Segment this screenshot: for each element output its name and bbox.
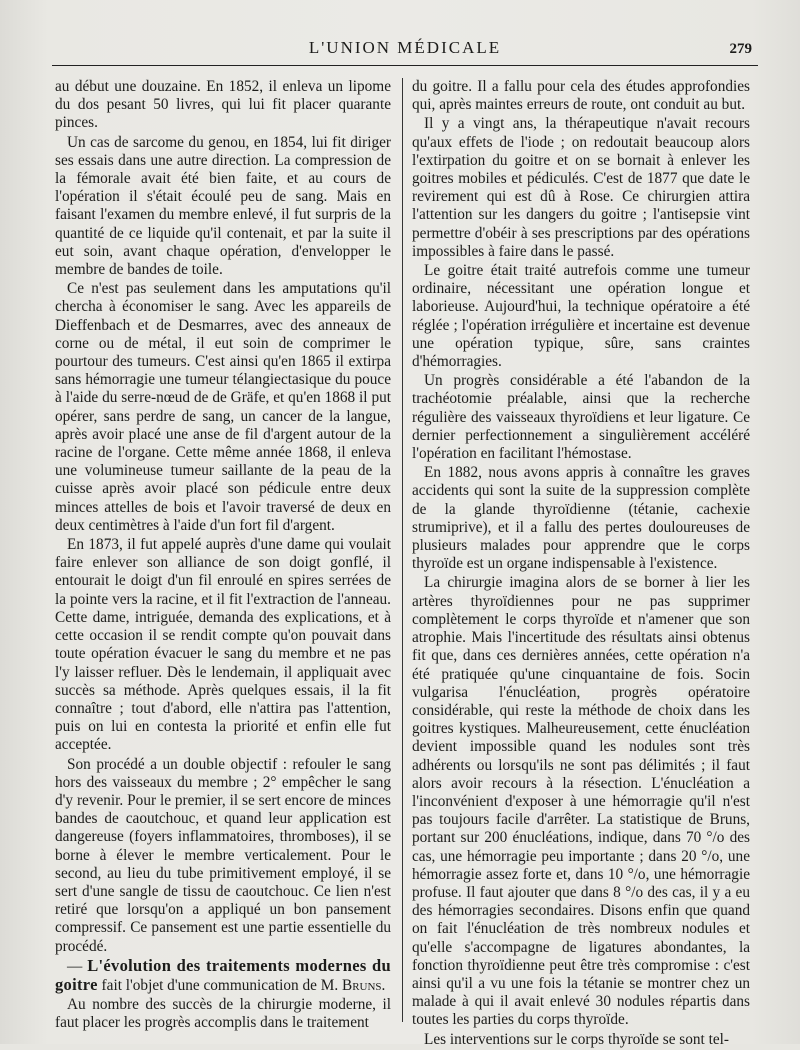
section-author-end: . (381, 976, 386, 994)
paragraph: Son procédé a un double objectif : refouler le sang hors des vaisseaux du membre ; 2° empêcher le sang d'y revenir. Pour le premier, il se sert encore de minces bandes de caoutchouc, et quand leur application est dangereuse (foyers inflammatoires, thromboses), il se borne à élever le membre verticalement. Pour le second, au lieu du tube primitivement employé, il se sert d'une sangle de tissu de caoutchouc. Ce lien n'est retiré que lorsqu'on a appliqué un bon pansement compressif. Ce pansement est une partie essentielle du procédé. (55, 755, 391, 955)
paragraph: En 1873, il fut appelé auprès d'une dame qui voulait faire enlever son alliance de son doigt gonflé, il entourait le doigt d'un fil enroulé en spires serrées de la pointe vers la racine, et il fit l'extraction de l'anneau. Cette dame, intriguée, demanda des explications, et à cette occasion il se rendit compte qu'on pouvait dans toute opération évacuer le sang du membre et ne pas l'y laisser refluer. Dès le lendemain, il appliquait avec succès sa méthode. Après quelques essais, il la fit connaître ; tout d'abord, elle n'attira pas l'attention, puis on lui en contesta la priorité et enfin elle fut acceptée. (55, 536, 391, 754)
paragraph: En 1882, nous avons appris à connaître les graves accidents qui sont la suite de la suppression complète de la glande thyroïdienne (tétanie, cachexie strumiprive), et il a fallu des pertes douloureuses de plusieurs malades pour apprendre que le corps thyroïde est un organe indispensable à l'existence. (412, 464, 750, 573)
column-divider (402, 78, 403, 1022)
left-column (55, 78, 391, 1034)
paragraph: Le goitre était traité autrefois comme une tumeur ordinaire, nécessitant une opération longue et laborieuse. Aujourd'hui, la technique opératoire a été réglée ; l'opération irrégulière et incertaine est devenue une opération typique, sûre, sans craintes d'hémorragies. (412, 262, 750, 371)
paragraph: Un cas de sarcome du genou, en 1854, lui fit diriger ses essais dans une autre direction. La compression de la fémorale avait été bien faite, et au cours de l'opération il s'était écoulé peu de sang. Mais en faisant l'examen du membre enlevé, il fut surpris de la quantité de ce liquide qu'il contenait, et par la suite il eut soin, avant chaque opération, d'envelopper le membre de bandes de toile. (55, 133, 391, 279)
section-heading (55, 957, 391, 995)
paragraph: Au nombre des succès de la chirurgie moderne, il faut placer les progrès accomplis dans le traitement (55, 996, 391, 1032)
header-rule (52, 65, 758, 66)
section-author: M. Bruns (320, 976, 382, 994)
paragraph: Ce n'est pas seulement dans les amputations qu'il chercha à économiser le sang. Avec les appareils de Dieffenbach et de Desmarres, avec des anneaux de corne ou de métal, il eut soin de comprimer le pourtour des tumeurs. C'est ainsi qu'en 1865 il extirpa sans hémorragie une tumeur télangiectasique du pouce à l'aide du serre-nœud de de Gräfe, et qu'en 1868 il put opérer, sans perdre de sang, un cancer de la langue, après avoir placé une anse de fil d'argent autour de la racine de l'organe. Cette même année 1868, il enleva une volumineuse tumeur saillante de la peau de la cuisse après avoir placé son pédicule entre deux minces attelles de bois et l'avoir traversé de deux en deux centimètres à l'aide d'un fort fil d'argent. (55, 280, 391, 534)
running-title: L'UNION MÉDICALE (308, 38, 502, 57)
page-header (52, 34, 758, 64)
paragraph: La chirurgie imagina alors de se borner à lier les artères thyroïdiennes pour ne pas supprimer complètement le corps thyroïde et n'amener que son atrophie. Mais l'incertitude des résultats ainsi obtenus fit que, dans ces dernières années, cette opération n'a été pratiquée qu'une cinquantaine de fois. Socin vulgarisa l'énucléation, progrès opératoire considérable, qui reste la méthode de choix dans les goitres kystiques. Malheureusement, cette énucléation devient impossible quand les nodules sont très adhérents ou lorsqu'ils ne sont pas délimités ; il faut alors avoir recours à la résection. L'énucléation a l'inconvénient d'exposer à une hémorragie qu'il n'est pas toujours facile d'arrêter. La statistique de Bruns, portant sur 200 énucléations, indique, dans 70 °/o des cas, une hémorragie peu importante ; dans 20 °/o, une hémorragie assez forte et, dans 10 °/o, une hémorragie profuse. Il faut ajouter que dans 8 °/o des cas, il y a eu des hémorragies secondaires. Disons enfin que quand on fait l'énucléation de très nombreux nodules et qu'elle s'accompagne de ligatures abondantes, la fonction thyroïdienne peut être très compromise : c'est ainsi qu'il a vu une fois la tétanie se montrer chez un malade à qui il avait enlevé 30 nodules répartis dans toutes les parties du corps thyroïde. (412, 574, 750, 1029)
paragraph: Un progrès considérable a été l'abandon de la trachéotomie préalable, ainsi que la recherche régulière des vaisseaux thyroïdiens et leur ligature. Ce dernier perfectionnement a singulièrement accéléré l'opération en facilitant l'hémostase. (412, 372, 750, 463)
section-intro-text: fait l'objet d'une communication de (97, 976, 321, 994)
paragraph: Les interventions sur le corps thyroïde se sont tel- (424, 1030, 730, 1048)
section-title: L'évolution des traitements modernes du goitre (55, 955, 392, 994)
paragraph: Il y a vingt ans, la thérapeutique n'avait recours qu'aux effets de l'iode ; on redoutait beaucoup alors l'extirpation du goitre et on se bornait à enlever les goitres mobiles et pédiculés. C'est de 1877 que date le revirement qui est dû à Rose. Ce chirurgien attira l'attention sur les dangers du goitre ; l'antisepsie vint permettre d'obéir à ses prescriptions par des opérations impossibles à faire dans le passé. (412, 115, 750, 260)
paragraph: au début une douzaine. En 1852, il enleva un lipome du dos pesant 50 livres, qui lui fit placer quarante pinces. (55, 78, 391, 132)
paragraph: du goitre. Il a fallu pour cela des études approfondies qui, après maintes erreurs de route, ont conduit au but. (412, 78, 750, 114)
right-column (412, 78, 750, 1050)
page-number: 279 (729, 41, 752, 57)
section-dash: — (67, 957, 88, 975)
